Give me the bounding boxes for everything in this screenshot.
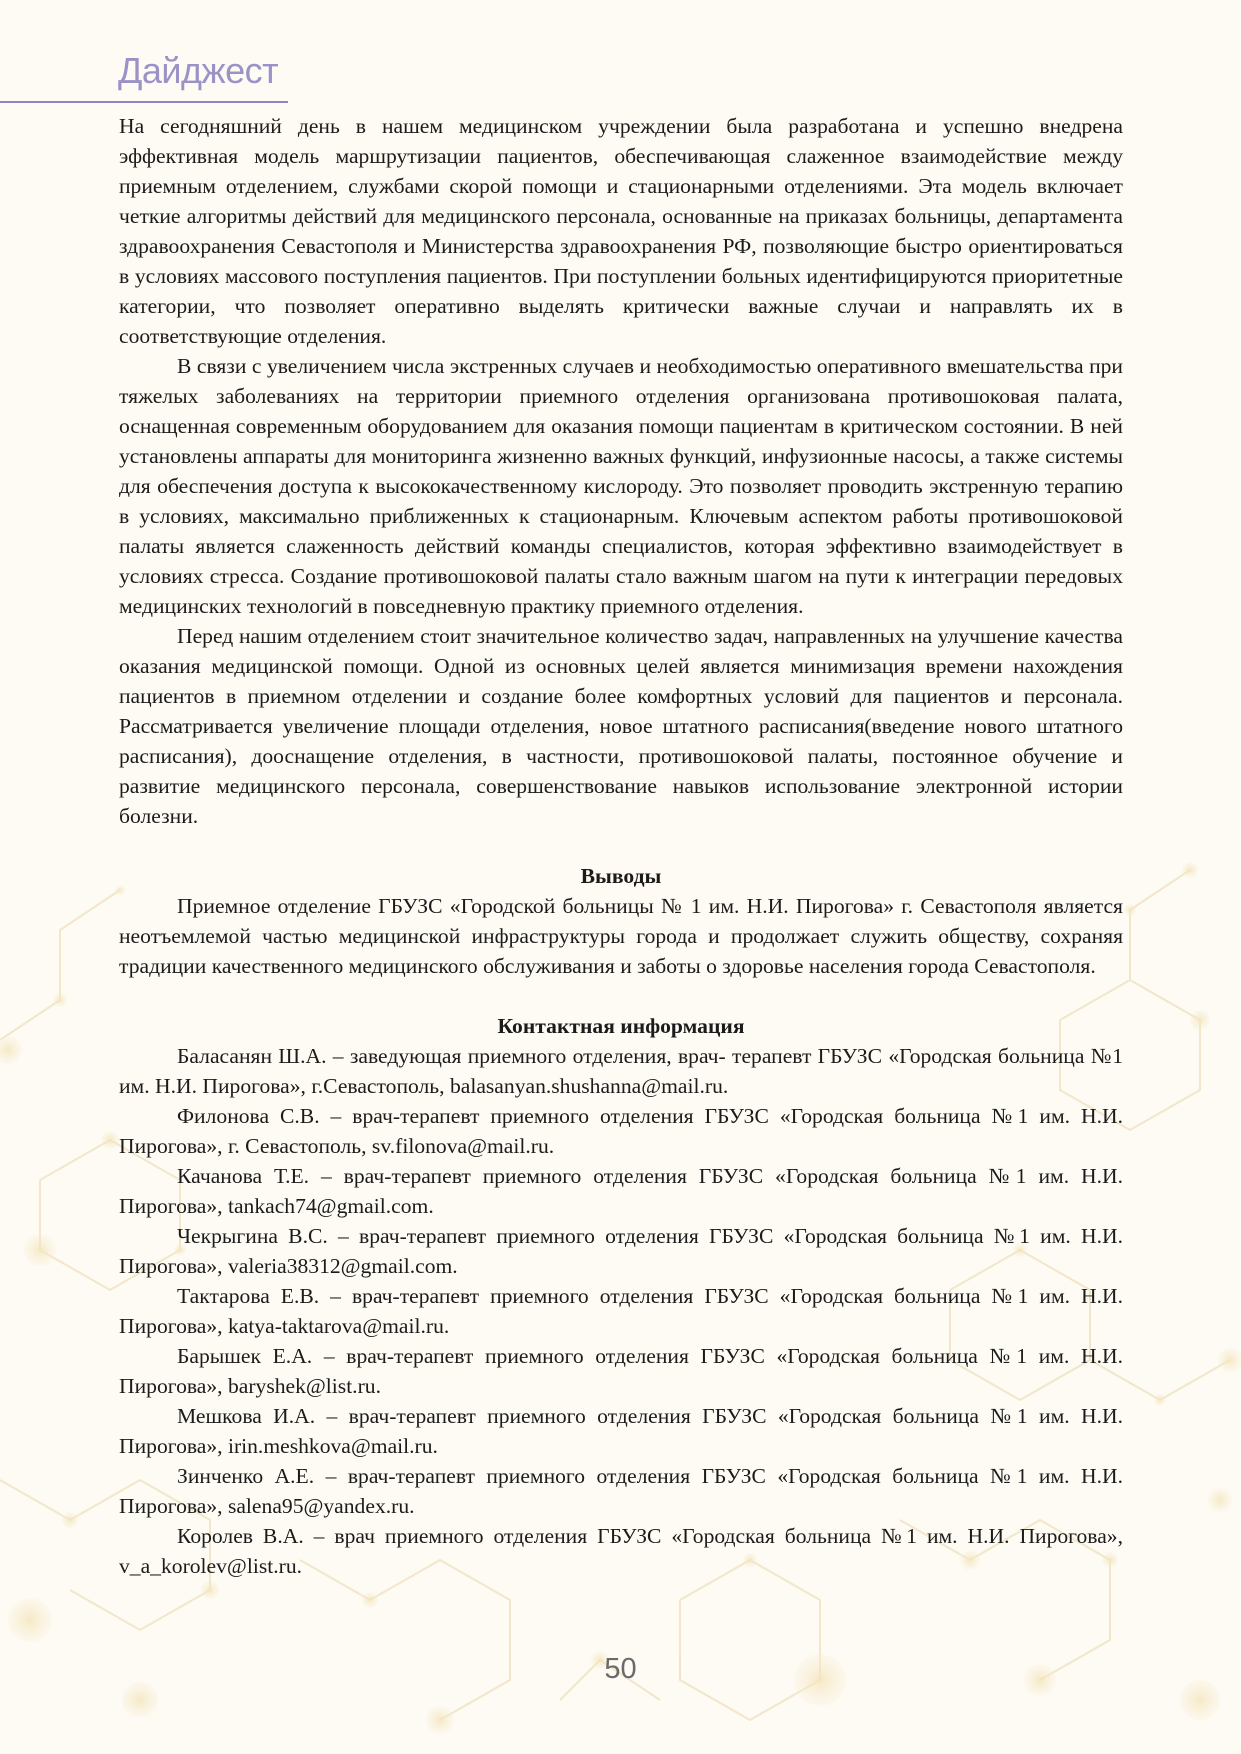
- contact-entry: Чекрыгина В.С. – врач-терапевт приемного отделения ГБУЗС «Городская больница №1 им. Н.И. Пирогова», valeria38312@gmail.com.: [119, 1224, 1123, 1278]
- contact-entry: Зинченко А.Е. – врач-терапевт приемного отделения ГБУЗС «Городская больница №1 им. Н.И. Пирогова», salena95@yandex.ru.: [119, 1464, 1123, 1518]
- section-spacer: [119, 831, 1123, 861]
- contact-entry: Барышек Е.А. – врач-терапевт приемного отделения ГБУЗС «Городская больница №1 им. Н.И. Пирогова», baryshek@list.ru.: [119, 1344, 1123, 1398]
- header-underline: [0, 101, 288, 103]
- contact-entry: Королев В.А. – врач приемного отделения ГБУЗС «Городская больница №1 им. Н.И. Пирогова», v_a_korolev@list.ru.: [119, 1524, 1123, 1578]
- conclusions-text: Приемное отделение ГБУЗС «Городской больницы № 1 им. Н.И. Пирогова» г. Севастополя является неотъемлемой частью медицинской инфраструктуры города и продолжает служить обществу, сохраняя традиции качественного медицинского обслуживания и заботы о здоровье населения города Севастополя.: [119, 894, 1123, 978]
- body-paragraph-3: Перед нашим отделением стоит значительное количество задач, направленных на улучшение качества оказания медицинской помощи. Одной из основных целей является минимизация времени нахождения пациентов в приемном отделении и создание более комфортных условий для пациентов и персонала. Рассматривается увеличение площади отделения, новое штатного расписания(введение нового штатного расписания), дооснащение отделения, в частности, противошоковой палаты, постоянное обучение и развитие медицинского персонала, совершенствование навыков использование электронной истории болезни.: [119, 624, 1123, 828]
- article-body: [119, 111, 1123, 1581]
- section-spacer: [119, 981, 1123, 1011]
- page-number: 50: [604, 1653, 637, 1685]
- contact-entry: Тактарова Е.В. – врач-терапевт приемного отделения ГБУЗС «Городская больница №1 им. Н.И. Пирогова», katya-taktarova@mail.ru.: [119, 1284, 1123, 1338]
- conclusions-heading: Выводы: [580, 864, 662, 888]
- body-paragraph-2: В связи с увеличением числа экстренных случаев и необходимостью оперативного вмешательства при тяжелых заболеваниях на территории приемного отделения организована противошоковая палата, оснащенная современным оборудованием для оказания помощи пациентам в критическом состоянии. В ней установлены аппараты для мониторинга жизненно важных функций, инфузионные насосы, а также системы для обеспечения доступа к высококачественному кислороду. Это позволяет проводить экстренную терапию в условиях, максимально приближенных к стационарным. Ключевым аспектом работы противошоковой палаты является слаженность действий команды специалистов, которая эффективно взаимодействует в условиях стресса. Создание противошоковой палаты стало важным шагом на пути к интеграции передовых медицинских технологий в повседневную практику приемного отделения.: [119, 354, 1123, 618]
- contact-entry: Мешкова И.А. – врач-терапевт приемного отделения ГБУЗС «Городская больница №1 им. Н.И. Пирогова», irin.meshkova@mail.ru.: [119, 1404, 1123, 1458]
- body-paragraph-1: На сегодняшний день в нашем медицинском учреждении была разработана и успешно внедрена эффективная модель маршрутизации пациентов, обеспечивающая слаженное взаимодействие между приемным отделением, службами скорой помощи и стационарными отделениями. Эта модель включает четкие алгоритмы действий для медицинского персонала, основанные на приказах больницы, департамента здравоохранения Севастополя и Министерства здравоохранения РФ, позволяющие быстро ориентироваться в условиях массового поступления пациентов. При поступлении больных идентифицируются приоритетные категории, что позволяет оперативно выделять критически важные случаи и направлять их в соответствующие отделения.: [119, 114, 1123, 348]
- contact-entry: Филонова С.В. – врач-терапевт приемного отделения ГБУЗС «Городская больница №1 им. Н.И. Пирогова», г. Севастополь, sv.filonova@mail.ru.: [119, 1104, 1123, 1158]
- contacts-heading: Контактная информация: [497, 1014, 745, 1038]
- contact-entry: Баласанян Ш.А. – заведующая приемного отделения, врач- терапевт ГБУЗС «Городская больница №1 им. Н.И. Пирогова», г.Севастополь, balasanyan.shushanna@mail.ru.: [119, 1044, 1123, 1098]
- section-title: Дайджест: [118, 50, 279, 91]
- contact-entry: Качанова Т.Е. – врач-терапевт приемного отделения ГБУЗС «Городская больница №1 им. Н.И. Пирогова», tankach74@gmail.com.: [119, 1164, 1123, 1218]
